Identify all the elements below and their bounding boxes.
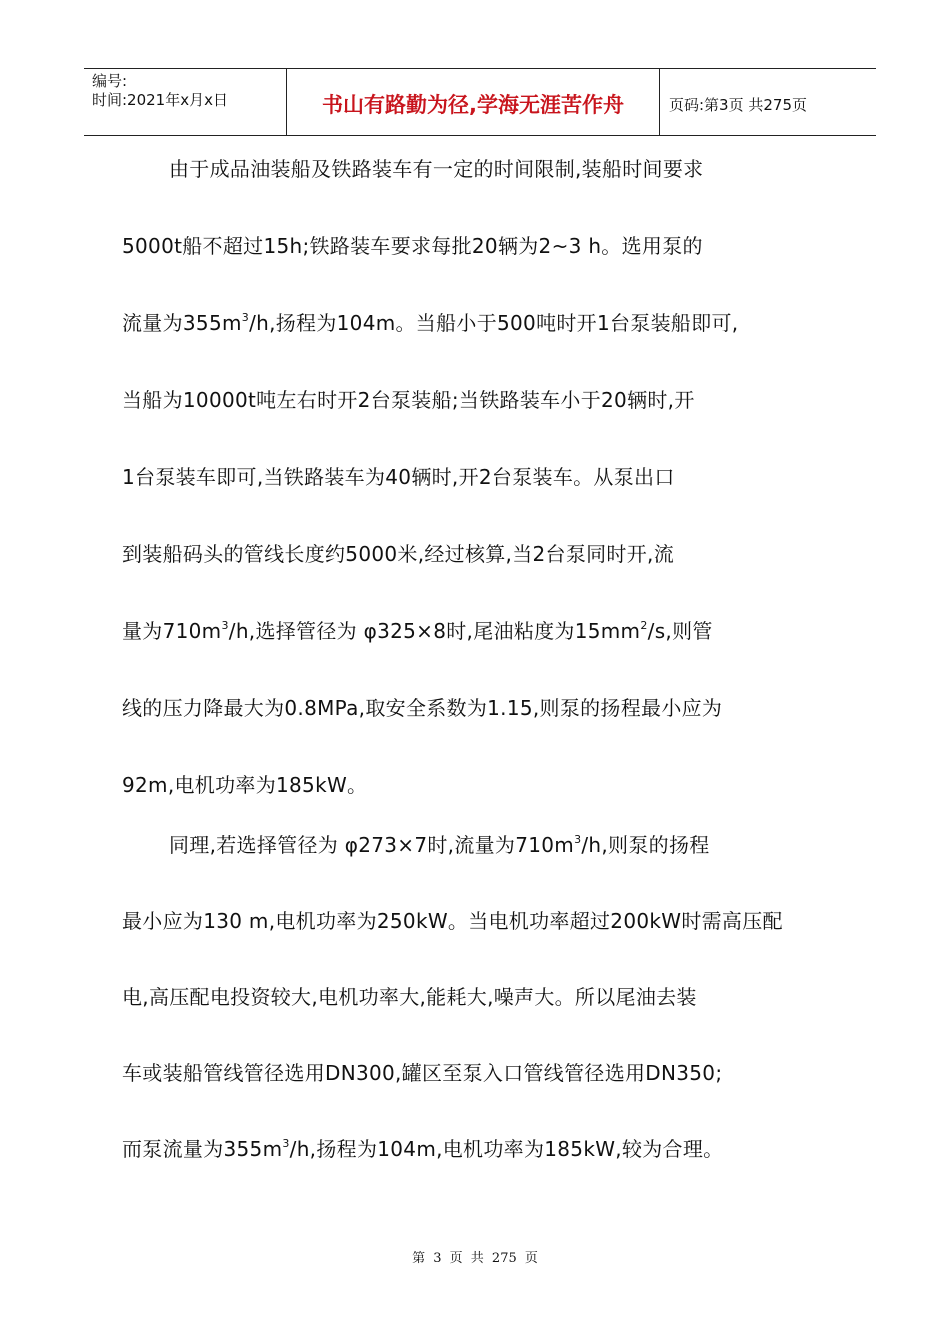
text-line: 5000t船不超过15h;铁路装车要求每批20辆为2~3 h。选用泵的 <box>122 234 703 258</box>
text-line: 流量为$355m^3/h$,扬程为104m。当船小于500吨时开1台泵装船即可, <box>122 311 739 335</box>
text-line: 电,高压配电投资较大,电机功率大,能耗大,噪声大。所以尾油去装 <box>122 985 697 1009</box>
text-line: 量为$710m^3/h$,选择管径为 φ325×8时,尾油粘度为$15mm^2/s$,则管 <box>122 619 713 643</box>
text-line: 92m,电机功率为185kW。 <box>122 773 368 797</box>
text-line: 车或装船管线管径选用DN300,罐区至泵入口管线管径选用DN350; <box>122 1061 723 1085</box>
text-line: 1台泵装车即可,当铁路装车为40辆时,开2台泵装车。从泵出口 <box>122 465 675 489</box>
text-line: 由于成品油装船及铁路装车有一定的时间限制,装船时间要求 <box>169 157 704 181</box>
document-number-label: 编号: <box>92 72 128 90</box>
text-line: 同理,若选择管径为 φ273×7时,流量为$710m^3/h$,则泵的扬程 <box>169 833 710 857</box>
header-meta <box>84 69 286 135</box>
document-date: 时间:2021年x月x日 <box>92 91 228 109</box>
text-line: 线的压力降最大为0.8MPa,取安全系数为1.15,则泵的扬程最小应为 <box>122 696 723 720</box>
text-line: 最小应为130 m,电机功率为250kW。当电机功率超过200kW时需高压配 <box>122 909 783 933</box>
text-line: 当船为10000t吨左右时开2台泵装船;当铁路装车小于20辆时,开 <box>122 388 695 412</box>
text-line: 到装船码头的管线长度约5000米,经过核算,当2台泵同时开,流 <box>122 542 674 566</box>
page-header <box>84 68 876 136</box>
page-footer: 第 3 页 共 275 页 <box>412 1251 538 1266</box>
header-page-number: 页码:第3页 共275页 <box>669 95 807 114</box>
text-line: 而泵流量为$355m^3/h$,扬程为104m,电机功率为185kW,较为合理。 <box>122 1137 724 1161</box>
header-motto: 书山有路勤为径,学海无涯苦作舟 <box>286 69 660 135</box>
